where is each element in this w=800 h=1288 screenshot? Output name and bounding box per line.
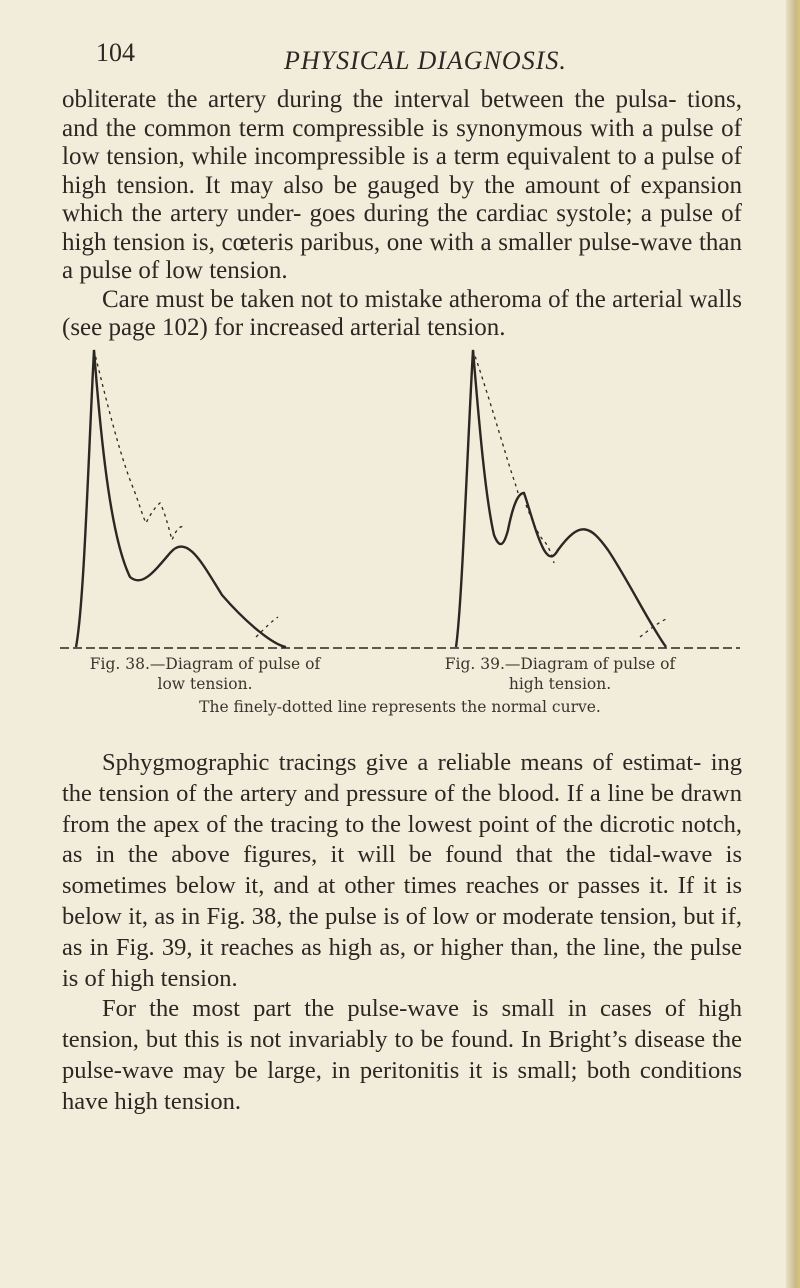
paragraph: obliterate the artery during the interval between the pulsa- tions, and the common term compressible is synonymous with a pulse of low tension, while incompressible is a term equivalent to a pulse of high tension. It may also be gauged by the amount of expansion which the artery under- goes during the cardiac systole; a pulse of high tension is, cœteris paribus, one with a smaller pulse-wave than a pulse of low tension. <box>62 86 742 284</box>
figure-note: The finely-dotted line represents the normal curve. <box>199 698 601 716</box>
fig38-dotted-tail <box>256 617 278 637</box>
page-edge <box>786 0 800 1288</box>
fig39-solid-curve <box>456 350 666 647</box>
caption-line: high tension. <box>508 675 612 693</box>
paragraph: Care must be taken not to mistake atheroma of the arterial walls (see page 102) for increased arterial tension. <box>62 285 742 341</box>
figure-38-caption <box>55 654 355 694</box>
fig39-dotted-curve <box>473 350 554 563</box>
pulse-diagrams <box>60 345 760 665</box>
text-block-bottom <box>62 748 742 1118</box>
caption-line: Fig. 39.—Diagram of pulse of <box>444 655 676 673</box>
caption-line: Fig. 38.—Diagram of pulse of <box>89 655 321 673</box>
paragraph: Sphygmographic tracings give a reliable means of estimat- ing the tension of the artery and pressure of the blood. If a line be drawn from the apex of the tracing to the lowest point of the dicrotic notch, as in the above figures, it will be found that the tidal-wave is sometimes below it, and at other times reaches or passes it. If it is below it, as in Fig. 38, the pulse is of low or moderate tension, but if, as in Fig. 39, it reaches as high as, or higher than, the line, the pulse is of high tension. <box>62 749 742 992</box>
text-block-top <box>62 86 742 343</box>
figure-39-caption <box>410 654 710 694</box>
fig38-dotted-curve <box>94 350 184 540</box>
fig38-solid-curve <box>76 350 286 647</box>
pulse-tracings-svg <box>60 345 760 665</box>
caption-line: low tension. <box>157 675 253 693</box>
page-header <box>96 38 716 78</box>
running-head: PHYSICAL DIAGNOSIS. <box>284 46 567 75</box>
page-number: 104 <box>96 38 135 67</box>
paragraph: For the most part the pulse-wave is small in cases of high tension, but this is not invariably to be found. In Bright’s disease the pulse-wave may be large, in peritonitis it is small; both conditions have high tension. <box>62 995 742 1115</box>
